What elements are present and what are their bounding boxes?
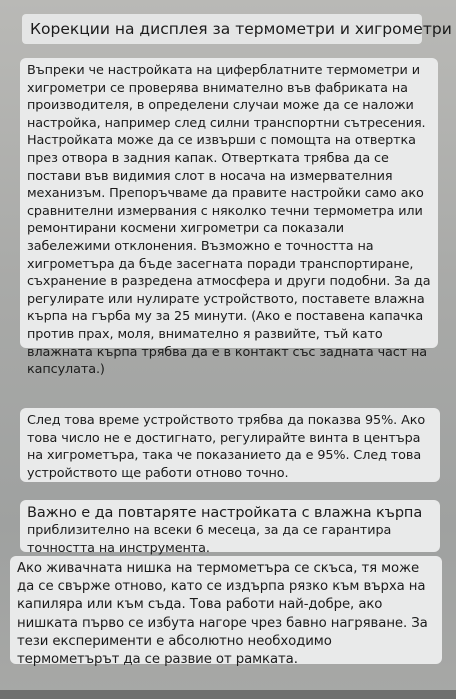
- paragraph-reading-95: [20, 408, 440, 482]
- page-title: Корекции на дисплея за термометри и хигрометри: [22, 14, 422, 44]
- paragraph-text: След това време устройството трябва да показва 95%. Ако това число не е достигнато, регулирайте винта в центъра на хигрометъра, така че показанието да е 95%. След това устройството ще работи отново точно.: [27, 413, 426, 481]
- paragraph-text: приблизително на всеки 6 месеца, за да се гарантира точността на инструмента.: [27, 523, 392, 556]
- paragraph-lead: Важно е да повтаряте настройката с влажна кърпа: [27, 505, 423, 521]
- paragraph-repeat-adjustment: [20, 500, 440, 556]
- paragraph-mercury-thread: [10, 556, 442, 668]
- paragraph-text: Въпреки че настройката на циферблатните термометри и хигрометри се проверява внимателно във фабриката на производителя, в определени случаи може да се наложи настройка, например след силни транспортни сътресения. Настройката може да се извърши с помощта на отвертка през отвора в задния капак. Отвертката трябва да се постави във видимия слот в носача на измервателния механизъм. Препоръчваме да правите настройки само ако сравнителни измервания с няколко течни термометра или ремонтирани космени хигрометри са показали забележими отклонения. Възможно е точността на хигрометъра да бъде засегната поради транспортиране, съхранение в разредена атмосфера и други подобни. За да регулирате или нулирате устройството, поставете влажна кърпа на гърба му за 25 минути. (Ако е поставена капачка против прах, моля, внимателно я развийте, тъй като влажната кърпа трябва да е в контакт със задната част на капсулата.): [27, 63, 431, 378]
- paragraph-text: Ако живачната нишка на термометъра се скъса, тя може да се свърже отново, като се издърпа рязко към върха на капиляра или към съда. Това работи най-добре, ако нишката първо се избута нагоре чрез бавно нагряване. За тези експерименти е абсолютно необходимо термометърът да се развие от рамката.: [17, 561, 428, 668]
- paragraph-calibration-intro: [20, 58, 438, 378]
- bottom-shadow: [0, 690, 456, 699]
